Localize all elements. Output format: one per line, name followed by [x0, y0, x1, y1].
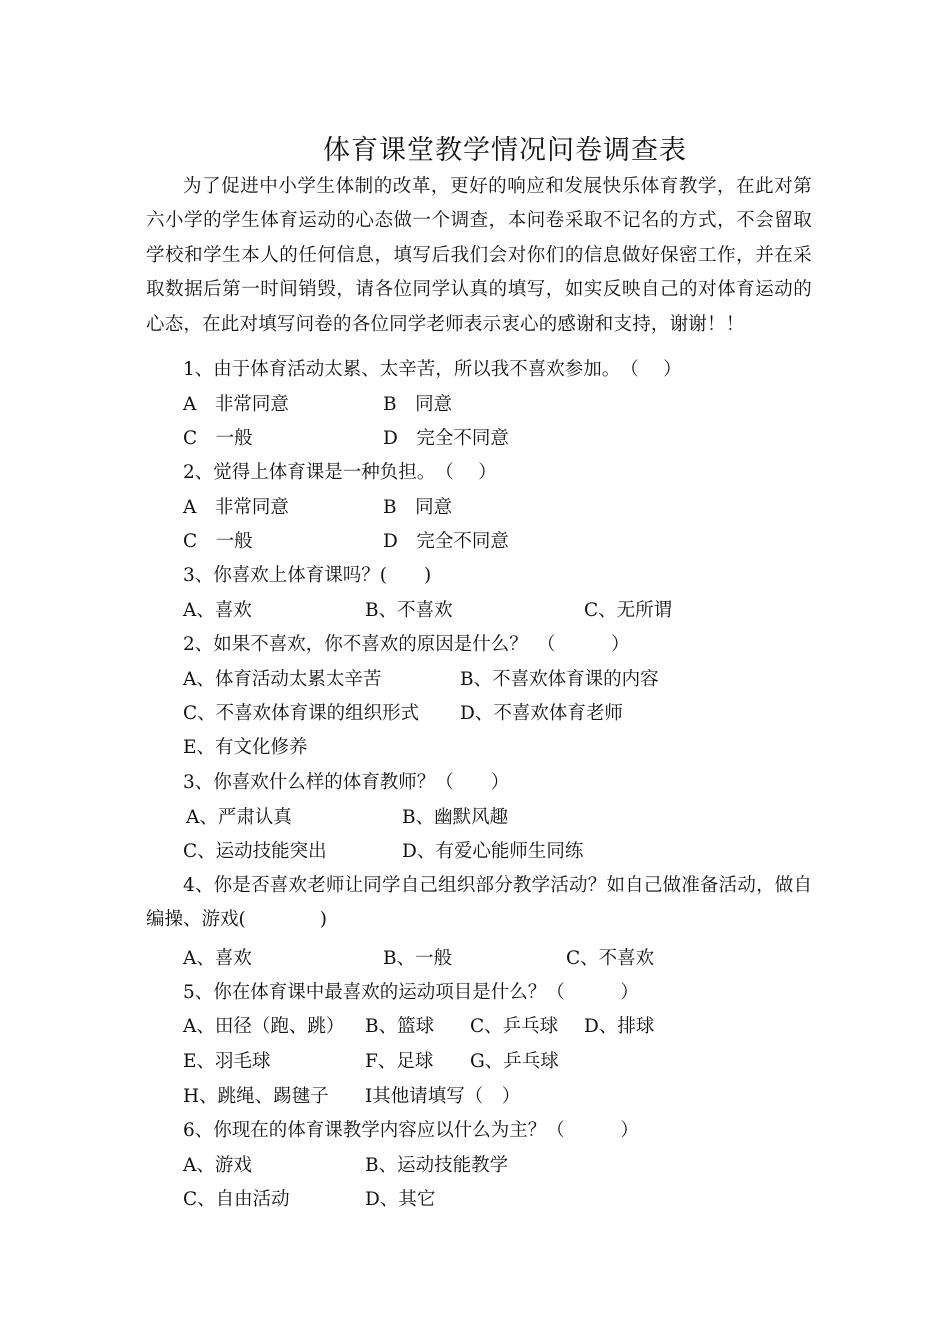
option-8a: A、游戏 — [183, 1155, 252, 1176]
option-5c: C、运动技能突出 — [183, 841, 327, 862]
option-5a: A、严肃认真 — [186, 807, 292, 828]
question-2: 2、觉得上体育课是一种负担。 （ ） — [183, 462, 497, 483]
option-7b: B、篮球 — [365, 1016, 435, 1037]
option-1d: D 完全不同意 — [383, 428, 509, 449]
option-1c: C 一般 — [183, 428, 253, 449]
option-7e: E、羽毛球 — [183, 1051, 271, 1072]
option-3c: C、无所谓 — [584, 600, 673, 621]
option-4b: B、不喜欢体育课的内容 — [460, 669, 659, 690]
option-6a: A、喜欢 — [183, 948, 252, 969]
question-8: 6、你现在的体育课教学内容应以什么为主？（ ） — [183, 1120, 639, 1141]
option-3a: A、喜欢 — [183, 600, 252, 621]
question-3: 3、你喜欢上体育课吗？( ) — [183, 565, 432, 586]
question-1: 1、由于体育活动太累、太辛苦，所以我不喜欢参加。 （ ） — [183, 359, 682, 380]
option-1b: B 同意 — [383, 394, 453, 415]
option-7i: I其他请填写（ ） — [365, 1086, 521, 1107]
option-2c: C 一般 — [183, 531, 253, 552]
option-7c: C、乒乓球 — [470, 1016, 559, 1037]
option-7a: A、田径（跑、跳） — [183, 1016, 345, 1037]
option-2d: D 完全不同意 — [383, 531, 509, 552]
option-8b: B、运动技能教学 — [365, 1155, 509, 1176]
question-6: 4、你是否喜欢老师让同学自己组织部分教学活动？如自己做准备活动，做自编操、游戏( ) — [146, 875, 812, 931]
option-3b: B、不喜欢 — [365, 600, 453, 621]
question-7: 5、你在体育课中最喜欢的运动项目是什么？（ ） — [183, 982, 639, 1003]
option-2b: B 同意 — [383, 497, 453, 518]
option-2a: A 非常同意 — [183, 497, 289, 518]
option-1a: A 非常同意 — [183, 394, 289, 415]
question-5: 3、你喜欢什么样的体育教师？（ ） — [183, 772, 510, 793]
option-4e: E、有文化修养 — [183, 737, 308, 758]
option-6c: C、不喜欢 — [566, 948, 655, 969]
option-7g: G、乒乓球 — [470, 1051, 559, 1072]
question-4: 2、如果不喜欢，你不喜欢的原因是什么？ （ ） — [183, 634, 630, 655]
option-8c: C、自由活动 — [183, 1189, 290, 1210]
option-7d: D、排球 — [584, 1016, 655, 1037]
option-5d: D、有爱心能师生同练 — [402, 841, 584, 862]
option-4d: D、不喜欢体育老师 — [460, 703, 623, 724]
option-8d: D、其它 — [365, 1189, 436, 1210]
option-4c: C、不喜欢体育课的组织形式 — [183, 703, 420, 724]
option-4a: A、体育活动太累太辛苦 — [183, 669, 382, 690]
option-5b: B、幽默风趣 — [402, 807, 509, 828]
page-title: 体育课堂教学情况问卷调查表 — [323, 135, 687, 166]
intro-paragraph: 为了促进中小学生体制的改革，更好的响应和发展快乐体育教学，在此对第六小学的学生体育运动的心态做一个调查，本问卷采取不记名的方式，不会留取学校和学生本人的任何信息，填写后我们会对你们的信息做好保密工作，并在采取数据后第一时间销毁，请各位同学认真的填写，如实反映自己的对体育运动的心态，在此对填写问卷的各位同学老师表示衷心的感谢和支持，谢谢！！ — [146, 176, 812, 335]
option-7f: F、足球 — [365, 1051, 434, 1072]
option-6b: B、一般 — [383, 948, 453, 969]
option-7h: H、跳绳、踢毽子 — [183, 1086, 329, 1107]
